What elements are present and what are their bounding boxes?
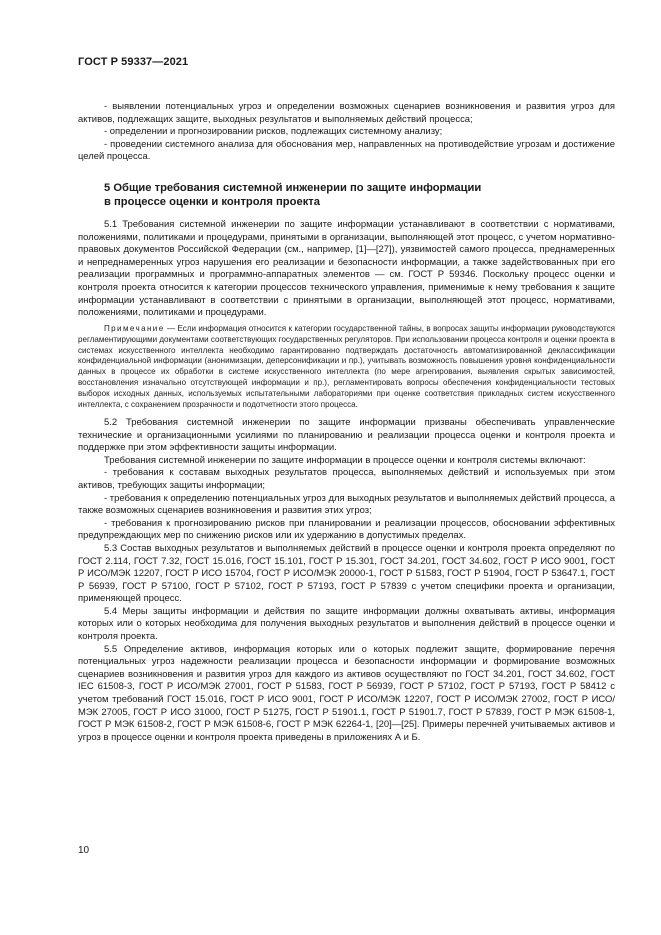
- note-text: — Если информация относится к категории государственной тайны, в вопросах защиты информации руководствуются регламентирующими документами соответствующих государственных регуляторов. При использовании процесса контроля и оценки проекта в системах искусственного интеллекта необходимо гарантированно подтверждать достаточность автоматизированной деклассификации конфиденциальной информации (анонимизации, деперсонификации и пр.), учитывать возможность повышения уровня конфиденциальности данных в процессе их обработки в системе искусственного интеллекта (по мере агрегирования, выявления скрытых зависимостей, восстановления изначально отсутствующей информации и пр.), регламентировать вопросы обеспечения конфиденциальности тестовых выборок исходных данных, используемых испытательными лабораториями при оценке соответствия прикладных систем искусственного интеллекта, с сохранением прозрачности и подотчетности этого процесса.: [78, 323, 615, 410]
- page-number: 10: [78, 845, 90, 856]
- intro-list-item: - определении и прогнозировании рисков, подлежащих системному анализу;: [104, 126, 443, 138]
- paragraph-5-4: 5.4 Меры защиты информации и действия по защите информации должны охватывать активы, информация которых или о которых необходима для получения выходных результатов и выполнения действий в процессе оценки и контроля проекта.: [78, 605, 615, 643]
- requirement-list-item: - требования к составам выходных результатов процесса, выполняемых действий и используемых при этом активов, требующих защиты информации;: [78, 467, 615, 491]
- paragraph-5-2-requirements: Требования системной инженерии по защите информации в процессе оценки и контроля системы включают:: [104, 454, 586, 466]
- paragraph-5-3: 5.3 Состав выходных результатов и выполняемых действий в процессе оценки и контроля проекта определяют по ГОСТ 2.114, ГОСТ 7.32, ГОСТ 15.016, ГОСТ 15.101, ГОСТ Р 15.301, ГОСТ 34.201, ГОСТ 34.602, ГОСТ Р ИСО 9001, ГОСТ Р ИСО/МЭК 12207, ГОСТ Р ИСО 15704, ГОСТ Р ИСО/МЭК 20000-1, ГОСТ Р 51583, ГОСТ Р 51904, ГОСТ Р 53647.1, ГОСТ Р 56939, ГОСТ Р 57100, ГОСТ Р 57102, ГОСТ Р 57193, ГОСТ Р 57839 с учетом специфики проекта и организации, применяющей процесс.: [78, 542, 615, 605]
- requirement-list-item: - требования к прогнозированию рисков при планировании и реализации процессов, обосновании эффективных предупреждающих мер по снижению рисков или их удержанию в допустимых пределах.: [78, 517, 615, 542]
- paragraph-5-1: 5.1 Требования системной инженерии по защите информации устанавливают в соответствии с нормативами, положениями, политиками и процедурами, принятыми в организации, выполняющей этот процесс, с учетом нормативно-правовых документов Российской Федерации (см., например, [1]—[27]), уязвимостей самого процесса, преднамеренных и непреднамеренных угроз нарушения его реализации и безопасности информации, а также задействованных при его реализации программных и программно-аппаратных элементов — см. ГОСТ Р 59346. Поскольку процесс оценки и контроля проекта относится к категории процессов технического управления, применимые к нему требования к защите информации устанавливают в соответствии с принятыми в организации, выполняющей этот процесс, нормативами, положениями, политиками и процедурами.: [78, 218, 615, 319]
- paragraph-5-2: 5.2 Требования системной инженерии по защите информации призваны обеспечивать управленческие технические и организационными усилиями по планированию и реализации процесса оценки и контроля проекта и поддержке при этом эффективности защиты информации.: [78, 416, 615, 454]
- intro-list-item: - выявлении потенциальных угроз и определении возможных сценариев возникновения и развития угроз для активов, подлежащих защите, выходных результатов и выполняемых действий процесса;: [78, 101, 615, 125]
- section-heading-line: в процессе оценки и контроля проекта: [104, 196, 320, 209]
- page-body: [78, 101, 615, 744]
- note-label: Примечание: [104, 323, 165, 333]
- intro-list-item: - проведении системного анализа для обоснования мер, направленных на противодействие угрозам и достижение целей процесса.: [78, 138, 615, 163]
- section-heading: [78, 181, 615, 210]
- note-paragraph: [78, 324, 615, 411]
- document-header: ГОСТ Р 59337—2021: [78, 56, 189, 68]
- paragraph-5-5: 5.5 Определение активов, информация которых или о которых подлежит защите, формирование перечня потенциальных угроз надежности реализации процесса и безопасности информации и формирование возможных сценариев возникновения и развития угроз для каждого из активов осуществляют по ГОСТ 34.201, ГОСТ 34.602, ГОСТ IEC 61508-3, ГОСТ Р ИСО/МЭК 27001, ГОСТ Р 51583, ГОСТ Р 56939, ГОСТ Р 57102, ГОСТ Р 57193, ГОСТ Р 58412 с учетом требований ГОСТ 15.016, ГОСТ Р ИСО 9001, ГОСТ Р ИСО/МЭК 12207, ГОСТ Р ИСО/МЭК 27002, ГОСТ Р ИСО/МЭК 27005, ГОСТ Р ИСО 31000, ГОСТ Р 51275, ГОСТ Р 51901.1, ГОСТ Р 51901.7, ГОСТ Р 57839, ГОСТ Р МЭК 61508-1, ГОСТ Р МЭК 61508-2, ГОСТ Р МЭК 61508-6, ГОСТ Р МЭК 62264-1, [20]—[25]. Примеры перечней учитываемых активов и угроз в процессе оценки и контроля проекта приведены в приложениях А и Б.: [78, 643, 615, 743]
- section-heading-line: 5 Общие требования системной инженерии по защите информации: [104, 181, 482, 194]
- requirement-list-item: - требования к определению потенциальных угроз для выходных результатов и выполняемых действий процесса, а также возможных сценариев возникновения и развития этих угроз;: [78, 492, 615, 517]
